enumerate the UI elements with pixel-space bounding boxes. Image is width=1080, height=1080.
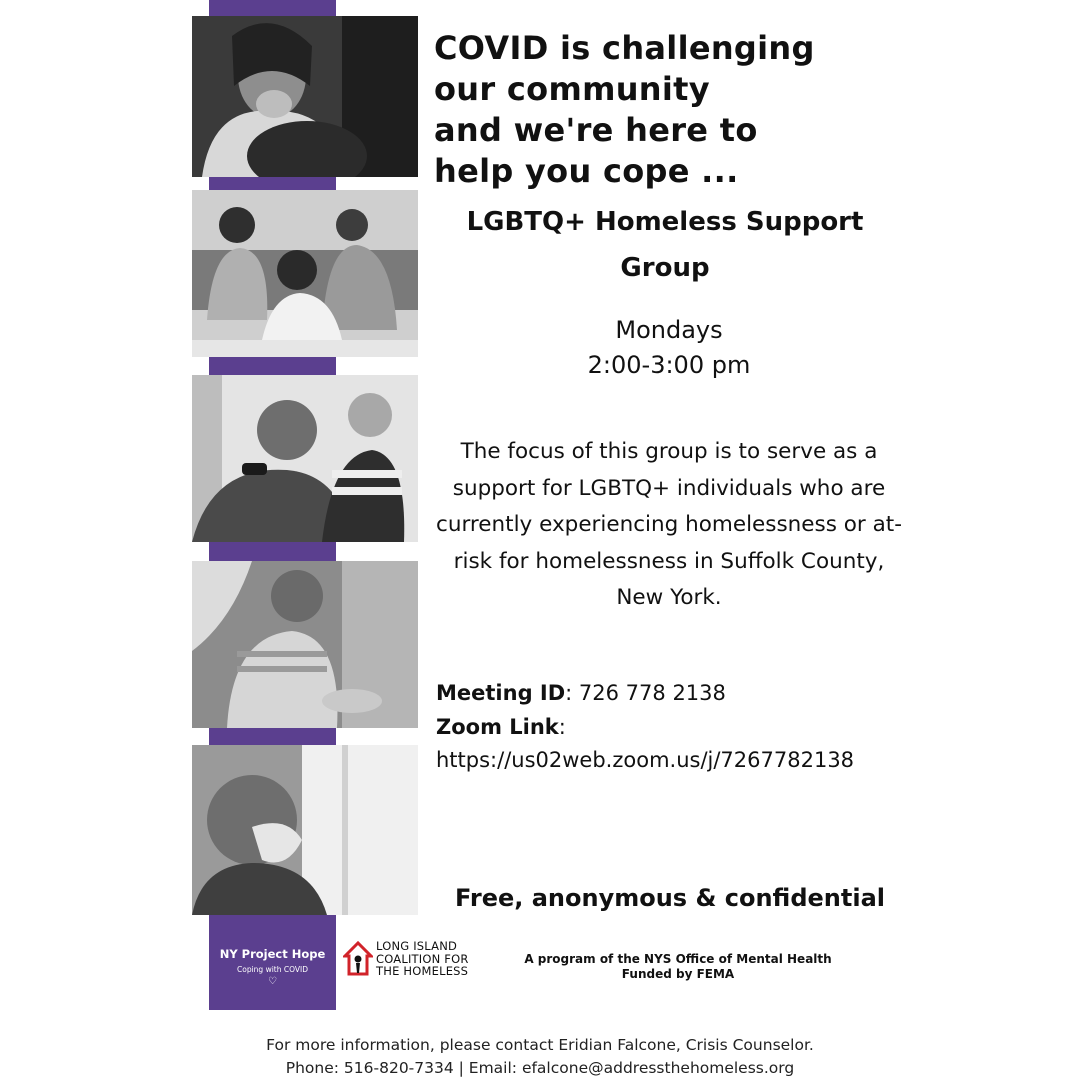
- hope-logo-title: NY Project Hope: [219, 947, 326, 961]
- long-island-coalition-logo: [343, 940, 493, 990]
- contact-line: Phone: 516-820-7334 | Email: efalcone@addressthehomeless.org: [285, 1059, 795, 1077]
- coalition-name-line: THE HOMELESS: [376, 964, 469, 978]
- zoom-link-label: Zoom Link: [436, 714, 559, 739]
- heart-icon: ♡: [268, 976, 277, 987]
- parent-child-photo: [192, 561, 418, 728]
- contact-info: [190, 1034, 890, 1080]
- headline-line: COVID is challenging: [434, 29, 815, 67]
- father-crying-child-photo: [192, 375, 418, 542]
- program-credit-line: A program of the NYS Office of Mental Health: [524, 952, 832, 966]
- house-icon: [343, 940, 373, 978]
- focus-description: The focus of this group is to serve as a support for LGBTQ+ individuals who are currently experiencing homelessness or at-risk for homelessness in Suffolk County, New York.: [436, 439, 902, 610]
- hope-logo-subtitle: Coping with COVID: [237, 965, 308, 974]
- schedule: [434, 313, 904, 383]
- group-title: LGBTQ+ Homeless Support Group: [466, 207, 864, 283]
- meeting-id-label: Meeting ID: [436, 681, 566, 705]
- ny-project-hope-logo: [209, 925, 336, 1010]
- program-credit: [508, 952, 848, 982]
- meeting-info: [436, 677, 916, 778]
- headline-line: help you cope ...: [434, 152, 739, 190]
- zoom-link-colon: :: [558, 714, 566, 739]
- headline-line: our community: [434, 70, 710, 108]
- schedule-day: Mondays: [615, 316, 723, 344]
- meeting-id-value: : 726 778 2138: [565, 681, 726, 705]
- coalition-name-line: LONG ISLAND: [376, 939, 458, 953]
- headline-line: and we're here to: [434, 111, 758, 149]
- tagline: Free, anonymous & confidential: [455, 884, 885, 912]
- zoom-link-url[interactable]: https://us02web.zoom.us/j/7267782138: [436, 748, 855, 772]
- zoom-link-row: [436, 711, 916, 745]
- meeting-id-row: [436, 677, 916, 711]
- coalition-name-line: COALITION FOR: [376, 951, 469, 966]
- stressed-family-photo: [192, 190, 418, 357]
- coalition-name: [376, 940, 469, 978]
- contact-line: For more information, please contact Eridian Falcone, Crisis Counselor.: [266, 1036, 814, 1054]
- distressed-woman-photo: [192, 16, 418, 177]
- masked-man-window-photo: [192, 745, 418, 915]
- program-credit-line: Funded by FEMA: [621, 967, 735, 981]
- headline: [434, 28, 854, 192]
- schedule-time: 2:00-3:00 pm: [587, 351, 751, 379]
